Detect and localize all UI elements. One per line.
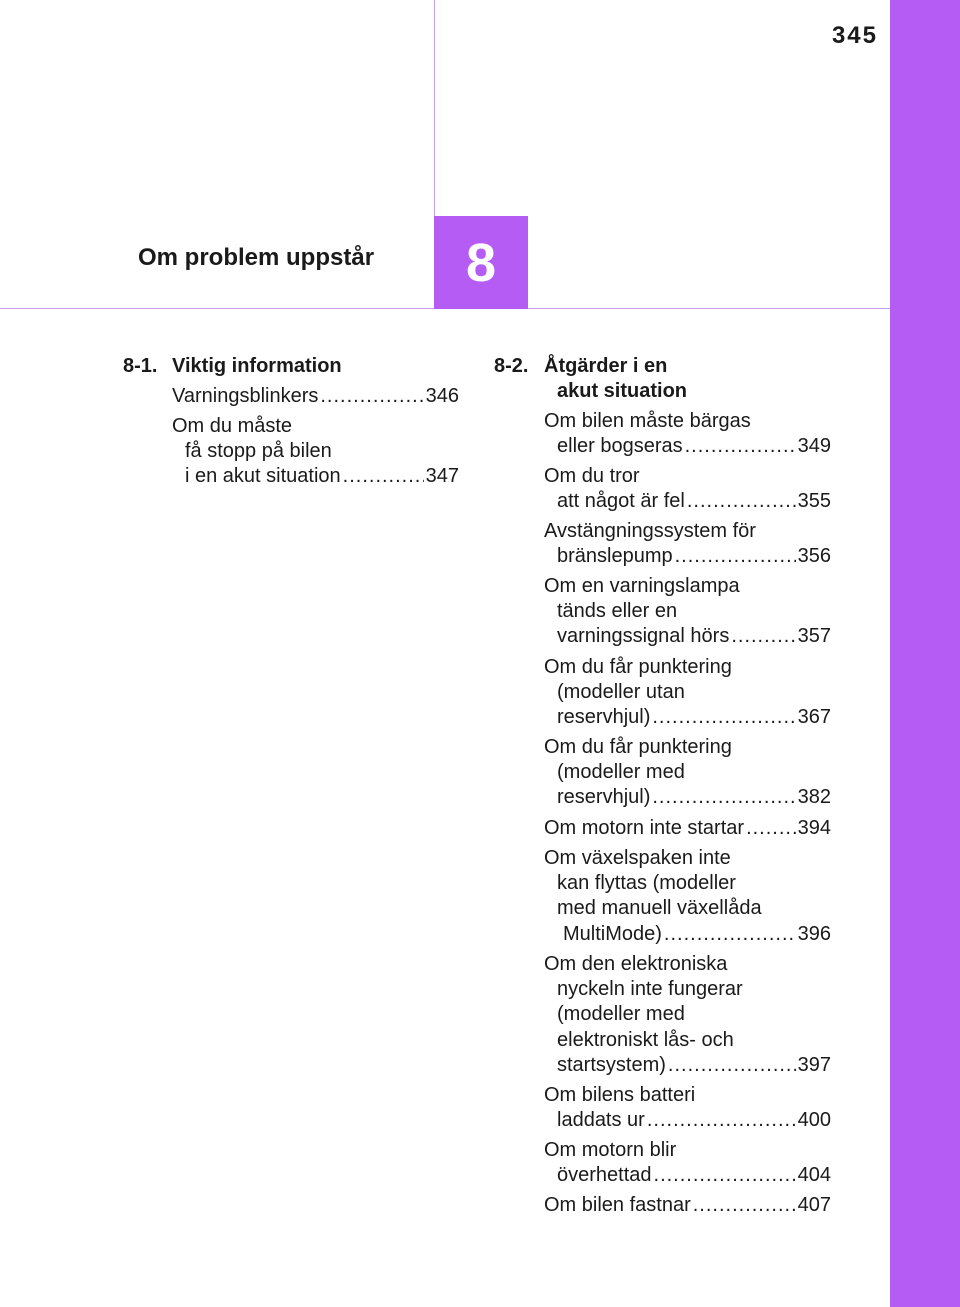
toc-page-number: 407 [797, 1194, 831, 1216]
toc-page-number: 397 [797, 1053, 831, 1076]
toc-page-number: 382 [797, 786, 831, 809]
chapter-number-badge: 8 [434, 216, 528, 309]
toc-entry[interactable]: Om du tror att något är fel ..... 355 [544, 464, 831, 514]
toc-entry[interactable]: Om den elektroniska nyckeln inte fungerar (modeller med elektroniskt lås- och startsystem) ..... 397 [544, 952, 831, 1078]
toc-entry[interactable]: Om motorn inte startar ..... 394 [544, 816, 831, 841]
toc-page-number: 355 [797, 490, 831, 513]
toc-entry[interactable]: Avstängningssystem för bränslepump ..... 356 [544, 519, 831, 569]
toc-entry[interactable]: Om en varningslampa tänds eller en varningssignal hörs ..... 357 [544, 574, 831, 650]
toc-entry[interactable]: Om du måste få stopp på bilen i en akut situation ..... 347 [172, 414, 459, 490]
section-title: Åtgärder i en akut situation [544, 355, 688, 402]
chapter-title: Om problem uppstår [138, 244, 375, 271]
toc-entry[interactable]: Varningsblinkers ..... 346 [172, 384, 459, 409]
section-number: 8-2. [494, 355, 529, 377]
toc-page-number: 396 [797, 922, 831, 945]
toc-entry[interactable]: Om bilen fastnar ..... 407 [544, 1193, 831, 1218]
toc-page-number: 356 [797, 545, 831, 568]
toc-page-number: 347 [425, 465, 459, 488]
header-divider-vertical [434, 0, 435, 216]
section-number: 8-1. [123, 355, 158, 377]
chapter-tab-bar [890, 0, 960, 1307]
toc-page-number: 357 [797, 625, 831, 648]
toc-page-number: 394 [797, 817, 831, 839]
toc-page-number: 404 [797, 1164, 831, 1187]
toc-entry[interactable]: Om motorn blir överhettad ..... 404 [544, 1138, 831, 1188]
page-number: 345 [831, 22, 878, 49]
section-title: Viktig information [172, 355, 342, 377]
toc-page-number: 400 [797, 1109, 831, 1132]
toc-page-number: 346 [425, 385, 459, 407]
toc-entry[interactable]: Om du får punktering (modeller utan reservhjul) ..... 367 [544, 655, 831, 731]
toc-entry[interactable]: Om du får punktering (modeller med reservhjul) ..... 382 [544, 735, 831, 811]
toc-page-number: 367 [797, 706, 831, 729]
toc-page-number: 349 [797, 435, 831, 458]
toc-entry[interactable]: Om bilen måste bärgas eller bogseras ..... 349 [544, 409, 831, 459]
toc-entry[interactable]: Om bilens batteri laddats ur ..... 400 [544, 1083, 831, 1133]
toc-entry[interactable]: Om växelspaken inte kan flyttas (modeller med manuell växellåda MultiMode) ..... 396 [544, 846, 831, 947]
